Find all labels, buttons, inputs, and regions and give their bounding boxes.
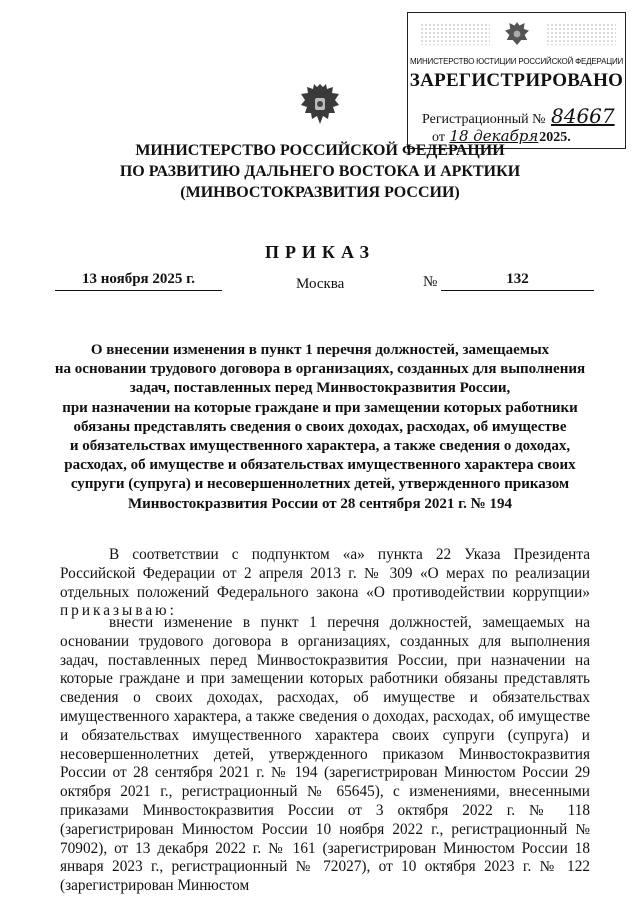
order-subject <box>0 341 640 514</box>
stamp-date-year: 2025. <box>539 130 571 145</box>
coat-of-arms-icon <box>298 80 342 130</box>
amendment-paragraph: внести изменение в пункт 1 перечня должностей, замещаемых на основании трудового договора в организациях, созданных для выполнения задач, поставленных перед Минвостокразвития России, при назначении на которые граждане и при замещении которых работники обязаны представлять сведения о своих доходах, расходах, об имуществе и обязательствах имущественного характера, а также сведения о доходах, расходах, об имуществе и обязательствах имущественного характера своих супруги (супруга) и несовершеннолетних детей, утвержденного приказом Минвостокразвития России от 28 сентября 2021 г. № 194 (зарегистрирован Минюстом России 29 октября 2021 г., регистрационный № 65645), с изменениями, внесенными приказами Минвостокразвития России от 3 октября 2022 г. № 118 (зарегистрирован Минюстом России 10 ноября 2022 г., регистрационный № 70902), от 13 декабря 2022 г. № 161 (зарегистрирован Минюстом России 18 января 2023 г., регистрационный № 72027), от 10 октября 2023 г. № 122 (зарегистрирован Минюстом <box>60 614 590 895</box>
subject-line: на основании трудового договора в организациях, созданных для выполнения <box>54 361 586 378</box>
subject-line: супруги (супруга) и несовершеннолетних детей, утвержденного приказом <box>70 476 570 493</box>
stamp-texture-left <box>420 23 490 45</box>
header-line-2: ПО РАЗВИТИЮ ДАЛЬНЕГО ВОСТОКА И АРКТИКИ <box>119 163 521 180</box>
stamp-reg-number: 84667 <box>551 104 615 128</box>
stamp-reg-label: Регистрационный № <box>422 112 546 127</box>
subject-line: и обязательствах имущественного характера, а также сведения о доходах, <box>69 438 571 455</box>
stamp-registration-line <box>422 104 615 128</box>
stamp-registered-label: ЗАРЕГИСТРИРОВАНО <box>409 70 624 91</box>
ministry-header <box>0 140 640 203</box>
subject-line: расходах, об имуществе и обязательствах имущественного характера своих <box>64 457 576 474</box>
stamp-eagle-icon <box>500 17 534 51</box>
stamp-date-handwritten: 18 декабря <box>449 127 539 145</box>
order-number-label: № <box>423 274 438 290</box>
subject-line: задач, поставленных перед Минвостокразвития России, <box>129 380 511 397</box>
order-date: 13 ноября 2025 г. <box>55 271 222 291</box>
order-number: 132 <box>441 271 594 291</box>
header-line-1: МИНИСТЕРСТВО РОССИЙСКОЙ ФЕДЕРАЦИИ <box>135 142 505 159</box>
registration-stamp <box>407 12 626 149</box>
stamp-texture-right <box>546 23 616 45</box>
subject-line: О внесении изменения в пункт 1 перечня должностей, замещаемых <box>90 342 550 358</box>
order-city: Москва <box>296 276 345 292</box>
order-word: приказываю: <box>60 602 177 620</box>
stamp-ministry-name: МИНИСТЕРСТВО ЮСТИЦИИ РОССИЙСКОЙ ФЕДЕРАЦИИ <box>409 57 624 66</box>
subject-line: при назначении на которые граждане и при замещении которых работники <box>62 399 578 416</box>
order-title: ПРИКАЗ <box>264 242 376 262</box>
subject-line: Минвостокразвития России от 28 сентября 2021 г. № 194 <box>127 495 513 512</box>
preamble-text: В соответствии с подпунктом «а» пункта 22 Указа Президента Российской Федерации от 2 апреля 2013 г. № 309 «О мерах по реализации отдельных положений Федерального закона «О противодействии коррупции» <box>60 546 590 601</box>
header-line-3: (МИНВОСТОКРАЗВИТИЯ РОССИИ) <box>180 184 460 201</box>
stamp-date-prefix: от <box>432 130 445 145</box>
preamble-paragraph <box>60 546 590 621</box>
subject-line: обязаны представлять сведения о своих доходах, расходах, об имуществе <box>73 418 567 435</box>
